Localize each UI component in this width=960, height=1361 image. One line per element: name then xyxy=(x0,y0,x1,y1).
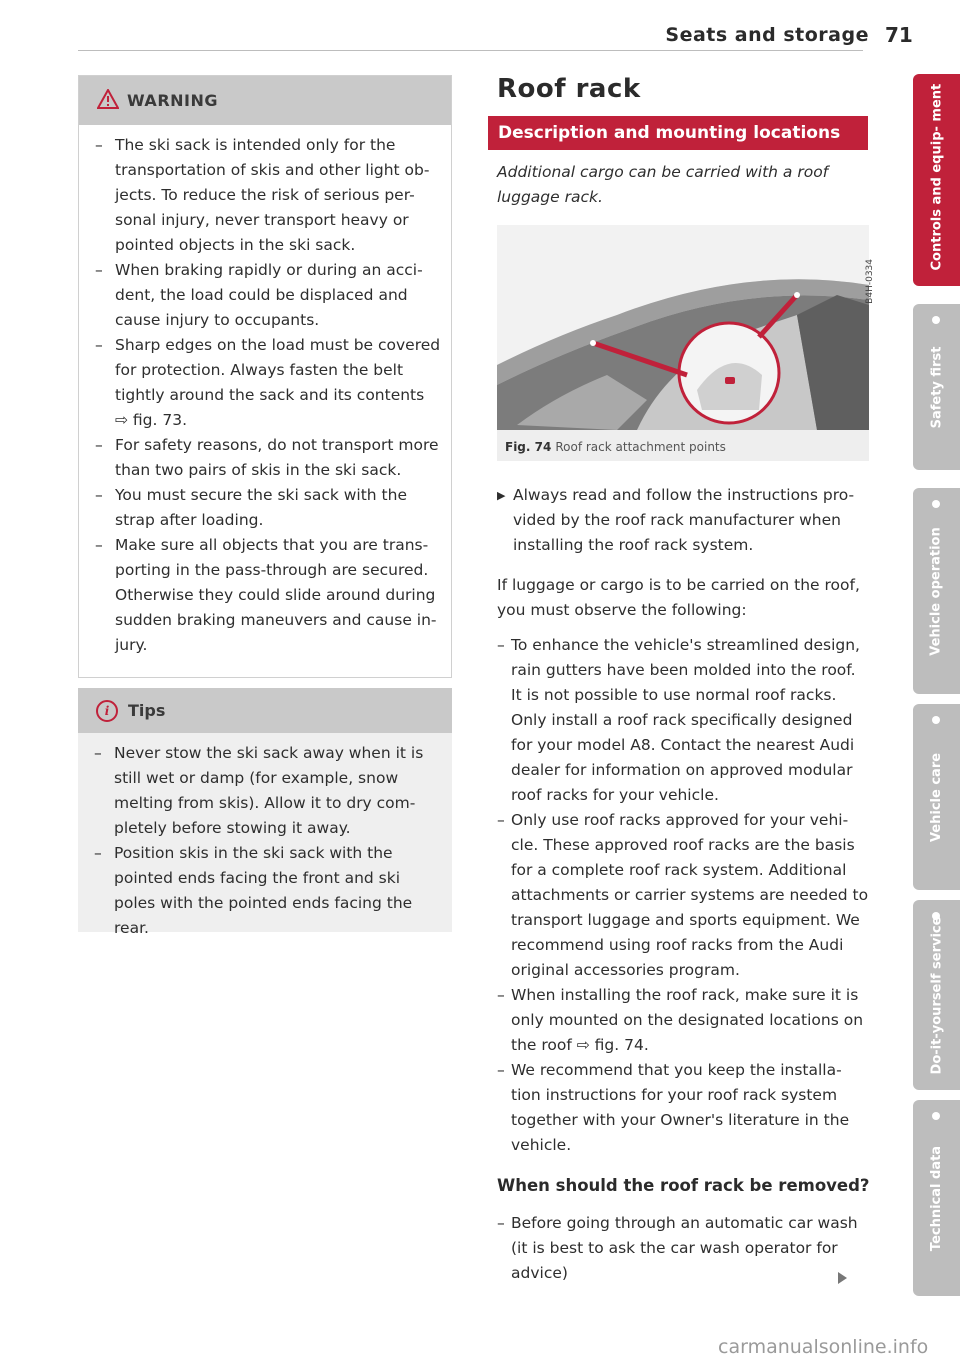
list-item: – Make sure all objects that you are trans- porting in the pass-through are secured. Otherwise they could slide around during sudden braking maneuvers and cause in- jury. xyxy=(95,536,437,654)
tab-safety-first[interactable]: Safety first xyxy=(913,304,960,470)
tips-header xyxy=(78,688,452,733)
watermark-footer: carmanualsonline.info xyxy=(718,1336,929,1358)
removal-list xyxy=(497,1211,869,1286)
warning-triangle-icon xyxy=(97,89,119,113)
roof-rack-list xyxy=(497,633,869,1158)
instruction-step: ▶ Always read and follow the instructions pro- vided by the roof rack manufacturer when installing the roof rack system. xyxy=(497,483,869,558)
list-item: – When installing the roof rack, make sure it is only mounted on the designated locations on the roof ⇨ fig. 74. xyxy=(497,986,864,1054)
list-item: – Only use roof racks approved for your vehi- cle. These approved roof racks are the basis for a complete roof rack system. Additional attachments or carrier systems are needed to transport luggage and sports equipment. We recommend using roof racks from the Audi original accessories program. xyxy=(497,811,869,979)
running-header-title: Seats and storage xyxy=(665,24,869,46)
body-paragraph: If luggage or cargo is to be carried on the roof, you must observe the following: xyxy=(497,576,860,619)
list-item: – For safety reasons, do not transport more than two pairs of skis in the ski sack. xyxy=(95,436,439,479)
tab-vehicle-operation[interactable]: Vehicle operation xyxy=(913,488,960,694)
list-item: – When braking rapidly or during an acci- dent, the load could be displaced and cause injury to occupants. xyxy=(95,261,423,329)
tab-technical-data[interactable]: Technical data xyxy=(913,1100,960,1296)
info-icon: i xyxy=(96,700,118,722)
page-number: 71 xyxy=(885,23,913,47)
section-intro: Additional cargo can be carried with a roof luggage rack. xyxy=(497,163,829,206)
list-item: – You must secure the ski sack with the strap after loading. xyxy=(95,486,407,529)
section-title: Roof rack xyxy=(497,74,641,104)
warning-title: WARNING xyxy=(127,91,218,110)
subheading: When should the roof rack be removed? xyxy=(497,1176,870,1195)
warning-header xyxy=(79,76,451,125)
continue-arrow-icon xyxy=(838,1272,847,1284)
figure-label: Fig. 74 xyxy=(505,440,552,454)
list-item: – Position skis in the ski sack with the pointed ends facing the front and ski poles with the pointed ends facing the rear. xyxy=(94,844,413,937)
tab-controls-and-equipment[interactable]: Controls and equip- ment xyxy=(913,74,960,286)
tab-dot-icon xyxy=(932,316,940,324)
figure-roof-rack xyxy=(497,225,875,461)
figure-caption xyxy=(505,440,726,454)
tab-vehicle-care[interactable]: Vehicle care xyxy=(913,704,960,890)
roof-rack-illustration xyxy=(497,225,869,430)
figure-code: B4H-0334 xyxy=(865,259,875,304)
list-item: – We recommend that you keep the installa- tion instructions for your roof rack system together with your Owner's literature in the vehicle. xyxy=(497,1061,850,1154)
figure-caption-text: Roof rack attachment points xyxy=(555,440,726,454)
list-item: – Never stow the ski sack away when it is still wet or damp (for example, snow melting from skis). Allow it to dry com- pletely before stowing it away. xyxy=(94,744,424,837)
tips-list xyxy=(78,733,452,941)
tab-do-it-yourself-service[interactable]: Do-it-yourself service xyxy=(913,900,960,1090)
list-item: – The ski sack is intended only for the transportation of skis and other light ob- jects. To reduce the risk of serious per- sonal injury, never transport heavy or pointed objects in the ski sack. xyxy=(95,136,430,254)
tips-box xyxy=(78,688,452,937)
section-subtitle-bar: Description and mounting locations xyxy=(488,116,868,150)
list-item: – Sharp edges on the load must be covered for protection. Always fasten the belt tightly around the sack and its contents ⇨ fig. 73. xyxy=(95,336,441,429)
step-arrow-icon: ▶ xyxy=(497,489,506,502)
tab-dot-icon xyxy=(932,716,940,724)
tab-dot-icon xyxy=(932,1112,940,1120)
list-item: – Before going through an automatic car wash (it is best to ask the car wash operator for advice) xyxy=(497,1214,858,1282)
header-rule xyxy=(78,50,863,51)
tab-dot-icon xyxy=(932,500,940,508)
warning-box xyxy=(78,75,452,678)
list-item: – To enhance the vehicle's streamlined design, rain gutters have been molded into the roof. It is not possible to use normal roof racks. Only install a roof rack specifically designed for your model A8. Contact the nearest Audi dealer for information on approved modular roof racks for your vehicle. xyxy=(497,636,860,804)
warning-list xyxy=(79,125,451,658)
tips-title: Tips xyxy=(128,701,166,720)
